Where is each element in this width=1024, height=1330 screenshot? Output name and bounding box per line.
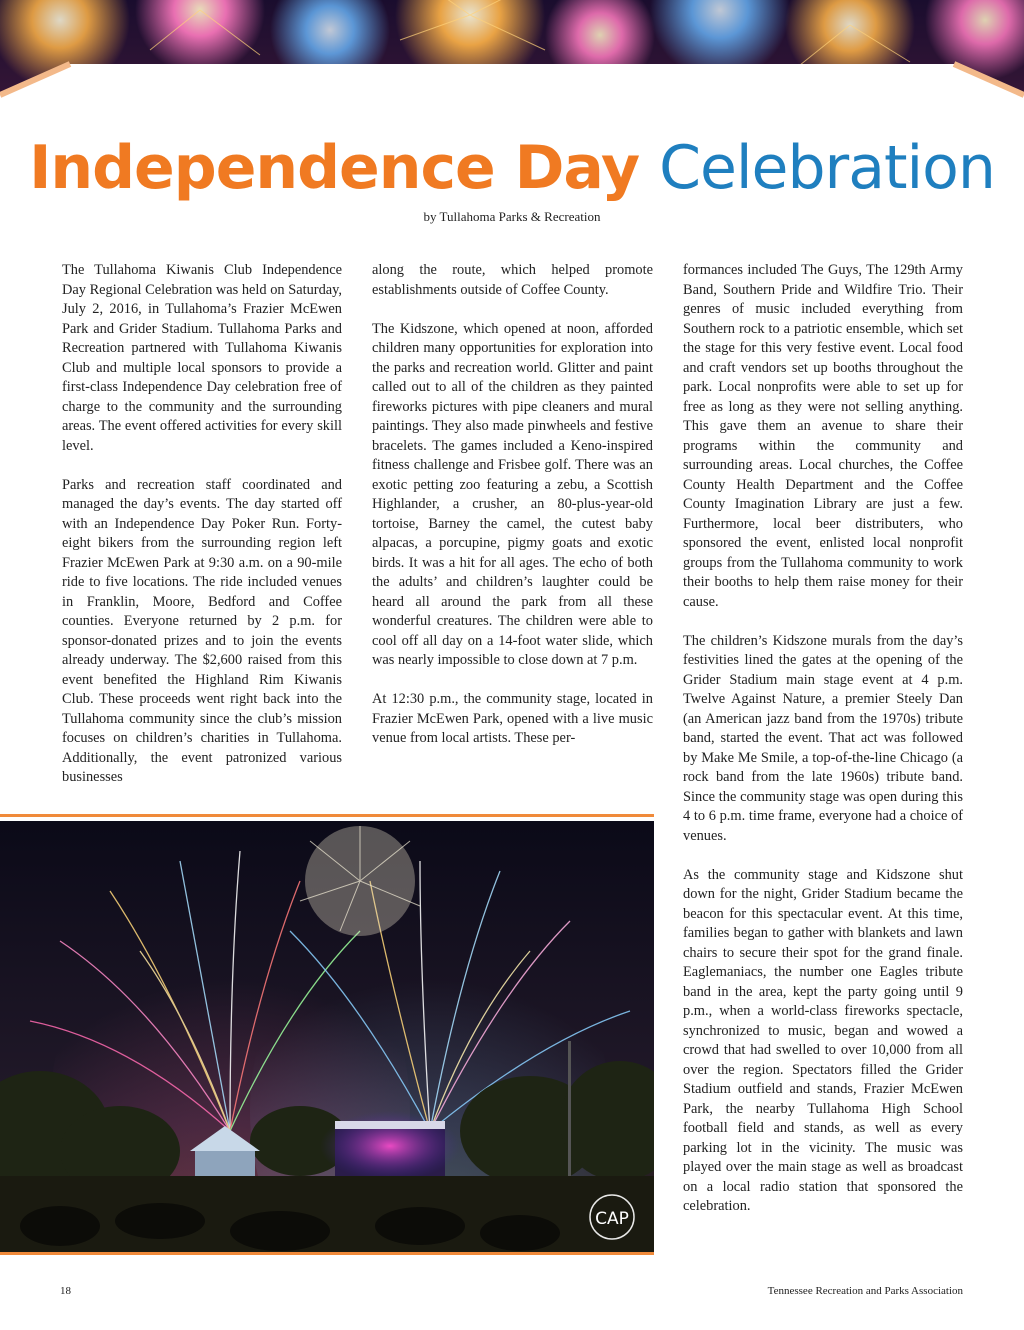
paragraph: As the community stage and Kidszone shut down for the night, Grider Stadium became the beacon for this spectacular event. At this time, families began to gather with blankets and lawn chairs to secure their spot for the grand finale. Eaglemaniacs, the number one Eagles tribute band in the area, kept the party going until 9 p.m., when a world-class fireworks spectacle, synchronized to music, began and wowed a crowd that had swelled to over 10,000 from all over the region. Spectators filled the Grider Stadium outfield and stands, Frazier McEwen Park, the nearby Tullahoma High School football field and stands, as well as every parking lot in the vicinity. The music was played over the main stage as well as broadcast on a local radio station that sponsored the celebration. [683, 866, 963, 1214]
paragraph: The children’s Kidszone murals from the day’s festivities lined the gates at the opening of the Grider Stadium main stage event at 4 p.m. Twelve Against Nature, a premier Steely Dan (an American jazz band from the 1970s) tribute band, started the event. That act was followed by Make Me Smile, a top-of-the-line Chicago (a rock band from the late 1960s) tribute band. Since the community stage was open during this 4 to 6 p.m. time frame, everyone had a choice of venues. [683, 632, 963, 844]
page-title [0, 128, 1024, 208]
paragraph: At 12:30 p.m., the community stage, located in Frazier McEwen Park, opened with a live music venue from local artists. These per- [372, 691, 653, 746]
page-number: 18 [60, 1285, 71, 1297]
paragraph: The Tullahoma Kiwanis Club Independence Day Regional Celebration was held on Saturday, July 2, 2016, in Tullahoma’s Frazier McEwen Park and Grider Stadium. Tullahoma Parks and Recreation partnered with Tullahoma Kiwanis Club and multiple local sponsors to provide a first-class Independence Day celebration free of charge to the community and the surrounding areas. The event offered activities for every skill level. [62, 262, 343, 454]
article-column-1 [62, 261, 342, 807]
paragraph: formances included The Guys, The 129th Army Band, Southern Pride and Wildfire Trio. Their genres of music included everything from Southern rock to a patriotic ensemble, which set the stage for this very festive event. Local food and craft vendors set up booths throughout the park. Local nonprofits were able to set up for free as long as they were not selling anything. This gave them an avenue to share their programs within the community and surrounding areas. Local churches, the Coffee County Health Department and the Coffee County Imagination Library are just a few. Furthermore, local beer distributers, who sponsored the event, enlisted local nonprofit groups from the Tullahoma community to work their booths to help them raise money for their cause. [683, 262, 963, 610]
photo-top-rule [0, 814, 654, 817]
publication-name: Tennessee Recreation and Parks Association [767, 1285, 963, 1297]
photo-bottom-rule [0, 1252, 654, 1255]
paragraph: Parks and recreation staff coordinated and managed the day’s events. The day started off with an Independence Day Poker Run. Forty-eight bikers from the surrounding region left Frazier McEwen Park at 9:30 a.m. on a 90-mile ride to five locations. The ride included venues in Franklin, Moore, Bedford and Coffee counties. Everyone returned by 2 p.m. for sponsor-donated prizes and to join the events already underway. The $2,600 raised from this event benefited the Highland Rim Kiwanis Club. These proceeds went right back into the Tullahoma community since the club’s mission focuses on children’s charities in Tullahoma. Additionally, the event patronized various businesses [62, 476, 342, 785]
title-blue: Celebration [659, 133, 995, 203]
fireworks-banner [0, 0, 1024, 118]
byline: by Tullahoma Parks & Recreation [423, 209, 601, 224]
article-column-2 [372, 261, 653, 768]
photo-watermark: CAP [595, 1209, 629, 1229]
title-orange: Independence Day [29, 133, 640, 203]
paragraph: The Kidszone, which opened at noon, afforded children many opportunities for exploration into the parks and recreation world. Glitter and paint called out to all of the children as they painted fireworks pictures with pipe cleaners and mural paintings. They also made pinwheels and festive bracelets. The games included a Keno-inspired fitness challenge and Frisbee golf. There was an exotic petting zoo featuring a zebu, a Scottish Highlander, a crusher, an 80-plus-year-old tortoise, Barney the camel, the cutest baby alpacas, a porcupine, pigmy goats and exotic birds. It was a hit for all ages. The echo of both the adults’ and children’s laughter could be heard all around the park from all these wonderful creatures. The children were able to cool off all day on a 14-foot water slide, which was nearly impossible to close down at 7 p.m. [372, 320, 653, 668]
fireworks-photo [0, 821, 654, 1253]
paragraph: along the route, which helped promote establishments outside of Coffee County. [372, 262, 653, 298]
article-column-3 [683, 261, 963, 1236]
